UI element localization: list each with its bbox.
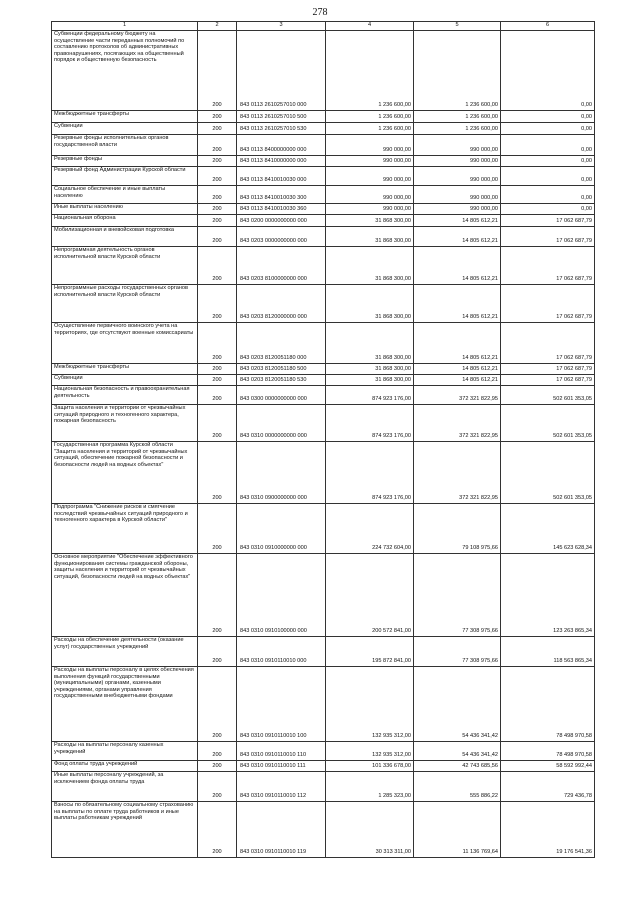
budget-code: 843 0113 8410010030 360 (237, 204, 326, 215)
value-col6: 19 176 541,36 (501, 802, 595, 858)
value-col4: 1 236 600,00 (326, 31, 414, 111)
value-col6: 17 062 687,79 (501, 227, 595, 247)
value-col5: 990 000,00 (414, 186, 501, 204)
value-col4: 1 236 600,00 (326, 123, 414, 135)
value-col6: 58 592 992,44 (501, 761, 595, 772)
value-col5: 42 743 685,56 (414, 761, 501, 772)
row-label: Непрограммные расходы государственных органов исполнительной власти Курской области (52, 285, 198, 323)
budget-code: 843 0203 8120051180 000 (237, 323, 326, 364)
table-row (52, 554, 595, 637)
row-label: Национальная оборона (52, 215, 198, 227)
table-row (52, 123, 595, 135)
value-col4: 1 285 323,00 (326, 772, 414, 802)
value-col4: 30 313 311,00 (326, 802, 414, 858)
row-label: Непрограммная деятельность органов исполнительной власти Курской области (52, 247, 198, 285)
value-col6: 0,00 (501, 111, 595, 123)
value-col4: 31 868 300,00 (326, 285, 414, 323)
table-row (52, 285, 595, 323)
budget-code: 843 0113 8410000000 000 (237, 156, 326, 167)
row-code: 200 (198, 323, 237, 364)
value-col6: 17 062 687,79 (501, 323, 595, 364)
value-col4: 31 868 300,00 (326, 375, 414, 386)
value-col4: 874 923 176,00 (326, 405, 414, 442)
row-code: 200 (198, 285, 237, 323)
row-code: 200 (198, 156, 237, 167)
value-col5: 372 321 822,95 (414, 442, 501, 504)
row-code: 200 (198, 375, 237, 386)
row-code: 200 (198, 111, 237, 123)
row-label: Национальная безопасность и правоохранительная деятельность (52, 386, 198, 405)
row-label: Резервный фонд Администрации Курской области (52, 167, 198, 186)
table-row (52, 31, 595, 111)
table-row (52, 135, 595, 156)
column-header: 6 (501, 22, 595, 31)
value-col5: 372 321 822,95 (414, 386, 501, 405)
budget-code: 843 0203 8120051180 500 (237, 364, 326, 375)
value-col5: 14 805 612,21 (414, 227, 501, 247)
row-code: 200 (198, 405, 237, 442)
row-code: 200 (198, 247, 237, 285)
value-col6: 118 563 865,34 (501, 637, 595, 667)
row-code: 200 (198, 761, 237, 772)
budget-code: 843 0310 0910100000 000 (237, 554, 326, 637)
value-col5: 1 236 600,00 (414, 111, 501, 123)
table-row (52, 667, 595, 742)
row-code: 200 (198, 386, 237, 405)
row-label: Иные выплаты населению (52, 204, 198, 215)
value-col4: 990 000,00 (326, 135, 414, 156)
value-col4: 31 868 300,00 (326, 247, 414, 285)
value-col6: 17 062 687,79 (501, 375, 595, 386)
value-col6: 78 498 970,58 (501, 742, 595, 761)
value-col4: 31 868 300,00 (326, 227, 414, 247)
value-col4: 874 923 176,00 (326, 386, 414, 405)
row-code: 200 (198, 227, 237, 247)
value-col4: 200 572 841,00 (326, 554, 414, 637)
budget-code: 843 0113 8400000000 000 (237, 135, 326, 156)
column-header: 1 (52, 22, 198, 31)
value-col4: 195 872 841,00 (326, 637, 414, 667)
row-code: 200 (198, 637, 237, 667)
value-col4: 101 336 678,00 (326, 761, 414, 772)
row-code: 200 (198, 364, 237, 375)
value-col6: 17 062 687,79 (501, 364, 595, 375)
budget-code: 843 0310 0910110010 111 (237, 761, 326, 772)
table-row (52, 375, 595, 386)
value-col5: 372 321 822,95 (414, 405, 501, 442)
row-code: 200 (198, 772, 237, 802)
value-col4: 990 000,00 (326, 156, 414, 167)
value-col6: 502 601 353,05 (501, 386, 595, 405)
row-label: Мобилизационная и вневойсковая подготовка (52, 227, 198, 247)
value-col6: 123 263 865,34 (501, 554, 595, 637)
table-row (52, 802, 595, 858)
value-col4: 874 923 176,00 (326, 442, 414, 504)
row-label: Иные выплаты персоналу учреждений, за исключением фонда оплаты труда (52, 772, 198, 802)
row-label: Государственная программа Курской области "Защита населения и территорий от чрезвычайных ситуаций, обеспечение пожарной безопасности и безопасности людей на водных объектах" (52, 442, 198, 504)
value-col5: 14 805 612,21 (414, 247, 501, 285)
table-row (52, 111, 595, 123)
budget-code: 843 0300 0000000000 000 (237, 386, 326, 405)
value-col5: 54 436 341,42 (414, 742, 501, 761)
value-col4: 31 868 300,00 (326, 215, 414, 227)
value-col6: 0,00 (501, 204, 595, 215)
budget-code: 843 0113 8410010030 300 (237, 186, 326, 204)
row-code: 200 (198, 215, 237, 227)
row-code: 200 (198, 204, 237, 215)
row-code: 200 (198, 667, 237, 742)
row-label: Осуществление первичного воинского учета на территориях, где отсутствуют военные комиссариаты (52, 323, 198, 364)
value-col6: 0,00 (501, 123, 595, 135)
header-row (52, 22, 595, 31)
table-row (52, 504, 595, 554)
row-label: Субвенции (52, 375, 198, 386)
table-row (52, 772, 595, 802)
row-label: Субвенции (52, 123, 198, 135)
table-row (52, 742, 595, 761)
row-label: Фонд оплаты труда учреждений (52, 761, 198, 772)
value-col4: 224 732 604,00 (326, 504, 414, 554)
value-col5: 14 805 612,21 (414, 375, 501, 386)
value-col5: 990 000,00 (414, 156, 501, 167)
row-code: 200 (198, 167, 237, 186)
row-label: Межбюджетные трансферты (52, 364, 198, 375)
budget-table (51, 21, 595, 858)
row-label: Расходы на обеспечение деятельности (оказание услуг) государственных учреждений (52, 637, 198, 667)
budget-code: 843 0310 0910110010 112 (237, 772, 326, 802)
row-code: 200 (198, 31, 237, 111)
table-row (52, 323, 595, 364)
value-col5: 14 805 612,21 (414, 215, 501, 227)
value-col4: 31 868 300,00 (326, 364, 414, 375)
value-col5: 990 000,00 (414, 204, 501, 215)
table-row (52, 405, 595, 442)
budget-code: 843 0310 0910110010 000 (237, 637, 326, 667)
table-row (52, 761, 595, 772)
value-col6: 0,00 (501, 167, 595, 186)
budget-code: 843 0310 0910110010 110 (237, 742, 326, 761)
budget-code: 843 0310 0900000000 000 (237, 442, 326, 504)
row-label: Основное мероприятие "Обеспечение эффективного функционирования системы гражданской обороны, защиты населения и территорий от чрезвычайных ситуаций, безопасности людей на водных объектах" (52, 554, 198, 637)
table-row (52, 204, 595, 215)
value-col6: 729 436,78 (501, 772, 595, 802)
value-col4: 132 935 312,00 (326, 667, 414, 742)
value-col6: 17 062 687,79 (501, 215, 595, 227)
value-col4: 31 868 300,00 (326, 323, 414, 364)
value-col4: 990 000,00 (326, 167, 414, 186)
row-code: 200 (198, 135, 237, 156)
budget-code: 843 0310 0910110010 119 (237, 802, 326, 858)
budget-code: 843 0310 0910000000 000 (237, 504, 326, 554)
budget-code: 843 0200 0000000000 000 (237, 215, 326, 227)
budget-code: 843 0203 0000000000 000 (237, 227, 326, 247)
column-header: 5 (414, 22, 501, 31)
table-row (52, 167, 595, 186)
value-col6: 0,00 (501, 156, 595, 167)
row-code: 200 (198, 442, 237, 504)
table-row (52, 156, 595, 167)
value-col6: 0,00 (501, 135, 595, 156)
value-col6: 145 623 628,34 (501, 504, 595, 554)
row-label: Подпрограмма "Снижение рисков и смягчение последствий чрезвычайных ситуаций природного и техногенного характера в Курской области" (52, 504, 198, 554)
table-row (52, 364, 595, 375)
value-col5: 54 436 341,42 (414, 667, 501, 742)
budget-code: 843 0113 2610257010 500 (237, 111, 326, 123)
row-label: Расходы на выплаты персоналу в целях обеспечения выполнения функций государственными (муниципальными) органами, казенными учреждениями, органами управления государственными внебюджетными фондами (52, 667, 198, 742)
value-col6: 17 062 687,79 (501, 285, 595, 323)
row-code: 200 (198, 554, 237, 637)
table-row (52, 637, 595, 667)
budget-code: 843 0310 0000000000 000 (237, 405, 326, 442)
value-col6: 0,00 (501, 31, 595, 111)
value-col5: 1 236 600,00 (414, 123, 501, 135)
table-row (52, 442, 595, 504)
value-col6: 0,00 (501, 186, 595, 204)
row-label: Социальное обеспечение и иные выплаты населению (52, 186, 198, 204)
row-label: Взносы по обязательному социальному страхованию на выплаты по оплате труда работников и иные выплаты работникам учреждений (52, 802, 198, 858)
row-label: Резервные фонды (52, 156, 198, 167)
value-col5: 14 805 612,21 (414, 364, 501, 375)
row-label: Субвенции федеральному бюджету на осуществление части переданных полномочий по составлению протоколов об административных правонарушениях, посягающих на общественный порядок и общественную безопасность (52, 31, 198, 111)
budget-code: 843 0203 8120000000 000 (237, 285, 326, 323)
value-col5: 11 136 769,64 (414, 802, 501, 858)
value-col4: 990 000,00 (326, 204, 414, 215)
value-col6: 17 062 687,79 (501, 247, 595, 285)
row-code: 200 (198, 123, 237, 135)
value-col5: 990 000,00 (414, 167, 501, 186)
value-col6: 502 601 353,05 (501, 442, 595, 504)
value-col5: 77 308 975,66 (414, 637, 501, 667)
row-label: Межбюджетные трансферты (52, 111, 198, 123)
row-code: 200 (198, 742, 237, 761)
value-col6: 502 601 353,05 (501, 405, 595, 442)
value-col5: 77 308 975,66 (414, 554, 501, 637)
row-code: 200 (198, 186, 237, 204)
row-code: 200 (198, 802, 237, 858)
column-header: 4 (326, 22, 414, 31)
table-row (52, 386, 595, 405)
budget-code: 843 0113 8410010030 000 (237, 167, 326, 186)
budget-code: 843 0310 0910110010 100 (237, 667, 326, 742)
budget-code: 843 0203 8120051180 530 (237, 375, 326, 386)
value-col5: 555 886,22 (414, 772, 501, 802)
value-col5: 14 805 612,21 (414, 285, 501, 323)
budget-code: 843 0113 2610257010 530 (237, 123, 326, 135)
row-label: Защита населения и территории от чрезвычайных ситуаций природного и техногенного характера, пожарная безопасность (52, 405, 198, 442)
value-col5: 79 108 975,66 (414, 504, 501, 554)
row-code: 200 (198, 504, 237, 554)
budget-code: 843 0113 2610257010 000 (237, 31, 326, 111)
column-header: 3 (237, 22, 326, 31)
value-col4: 1 236 600,00 (326, 111, 414, 123)
value-col4: 132 935 312,00 (326, 742, 414, 761)
row-label: Расходы на выплаты персоналу казенных учреждений (52, 742, 198, 761)
table-row (52, 215, 595, 227)
value-col6: 78 498 970,58 (501, 667, 595, 742)
value-col5: 990 000,00 (414, 135, 501, 156)
value-col5: 1 236 600,00 (414, 31, 501, 111)
table-row (52, 186, 595, 204)
value-col4: 990 000,00 (326, 186, 414, 204)
row-label: Резервные фонды исполнительных органов государственной власти (52, 135, 198, 156)
budget-code: 843 0203 8100000000 000 (237, 247, 326, 285)
page-number: 278 (312, 7, 328, 18)
table-row (52, 247, 595, 285)
table-row (52, 227, 595, 247)
value-col5: 14 805 612,21 (414, 323, 501, 364)
column-header: 2 (198, 22, 237, 31)
